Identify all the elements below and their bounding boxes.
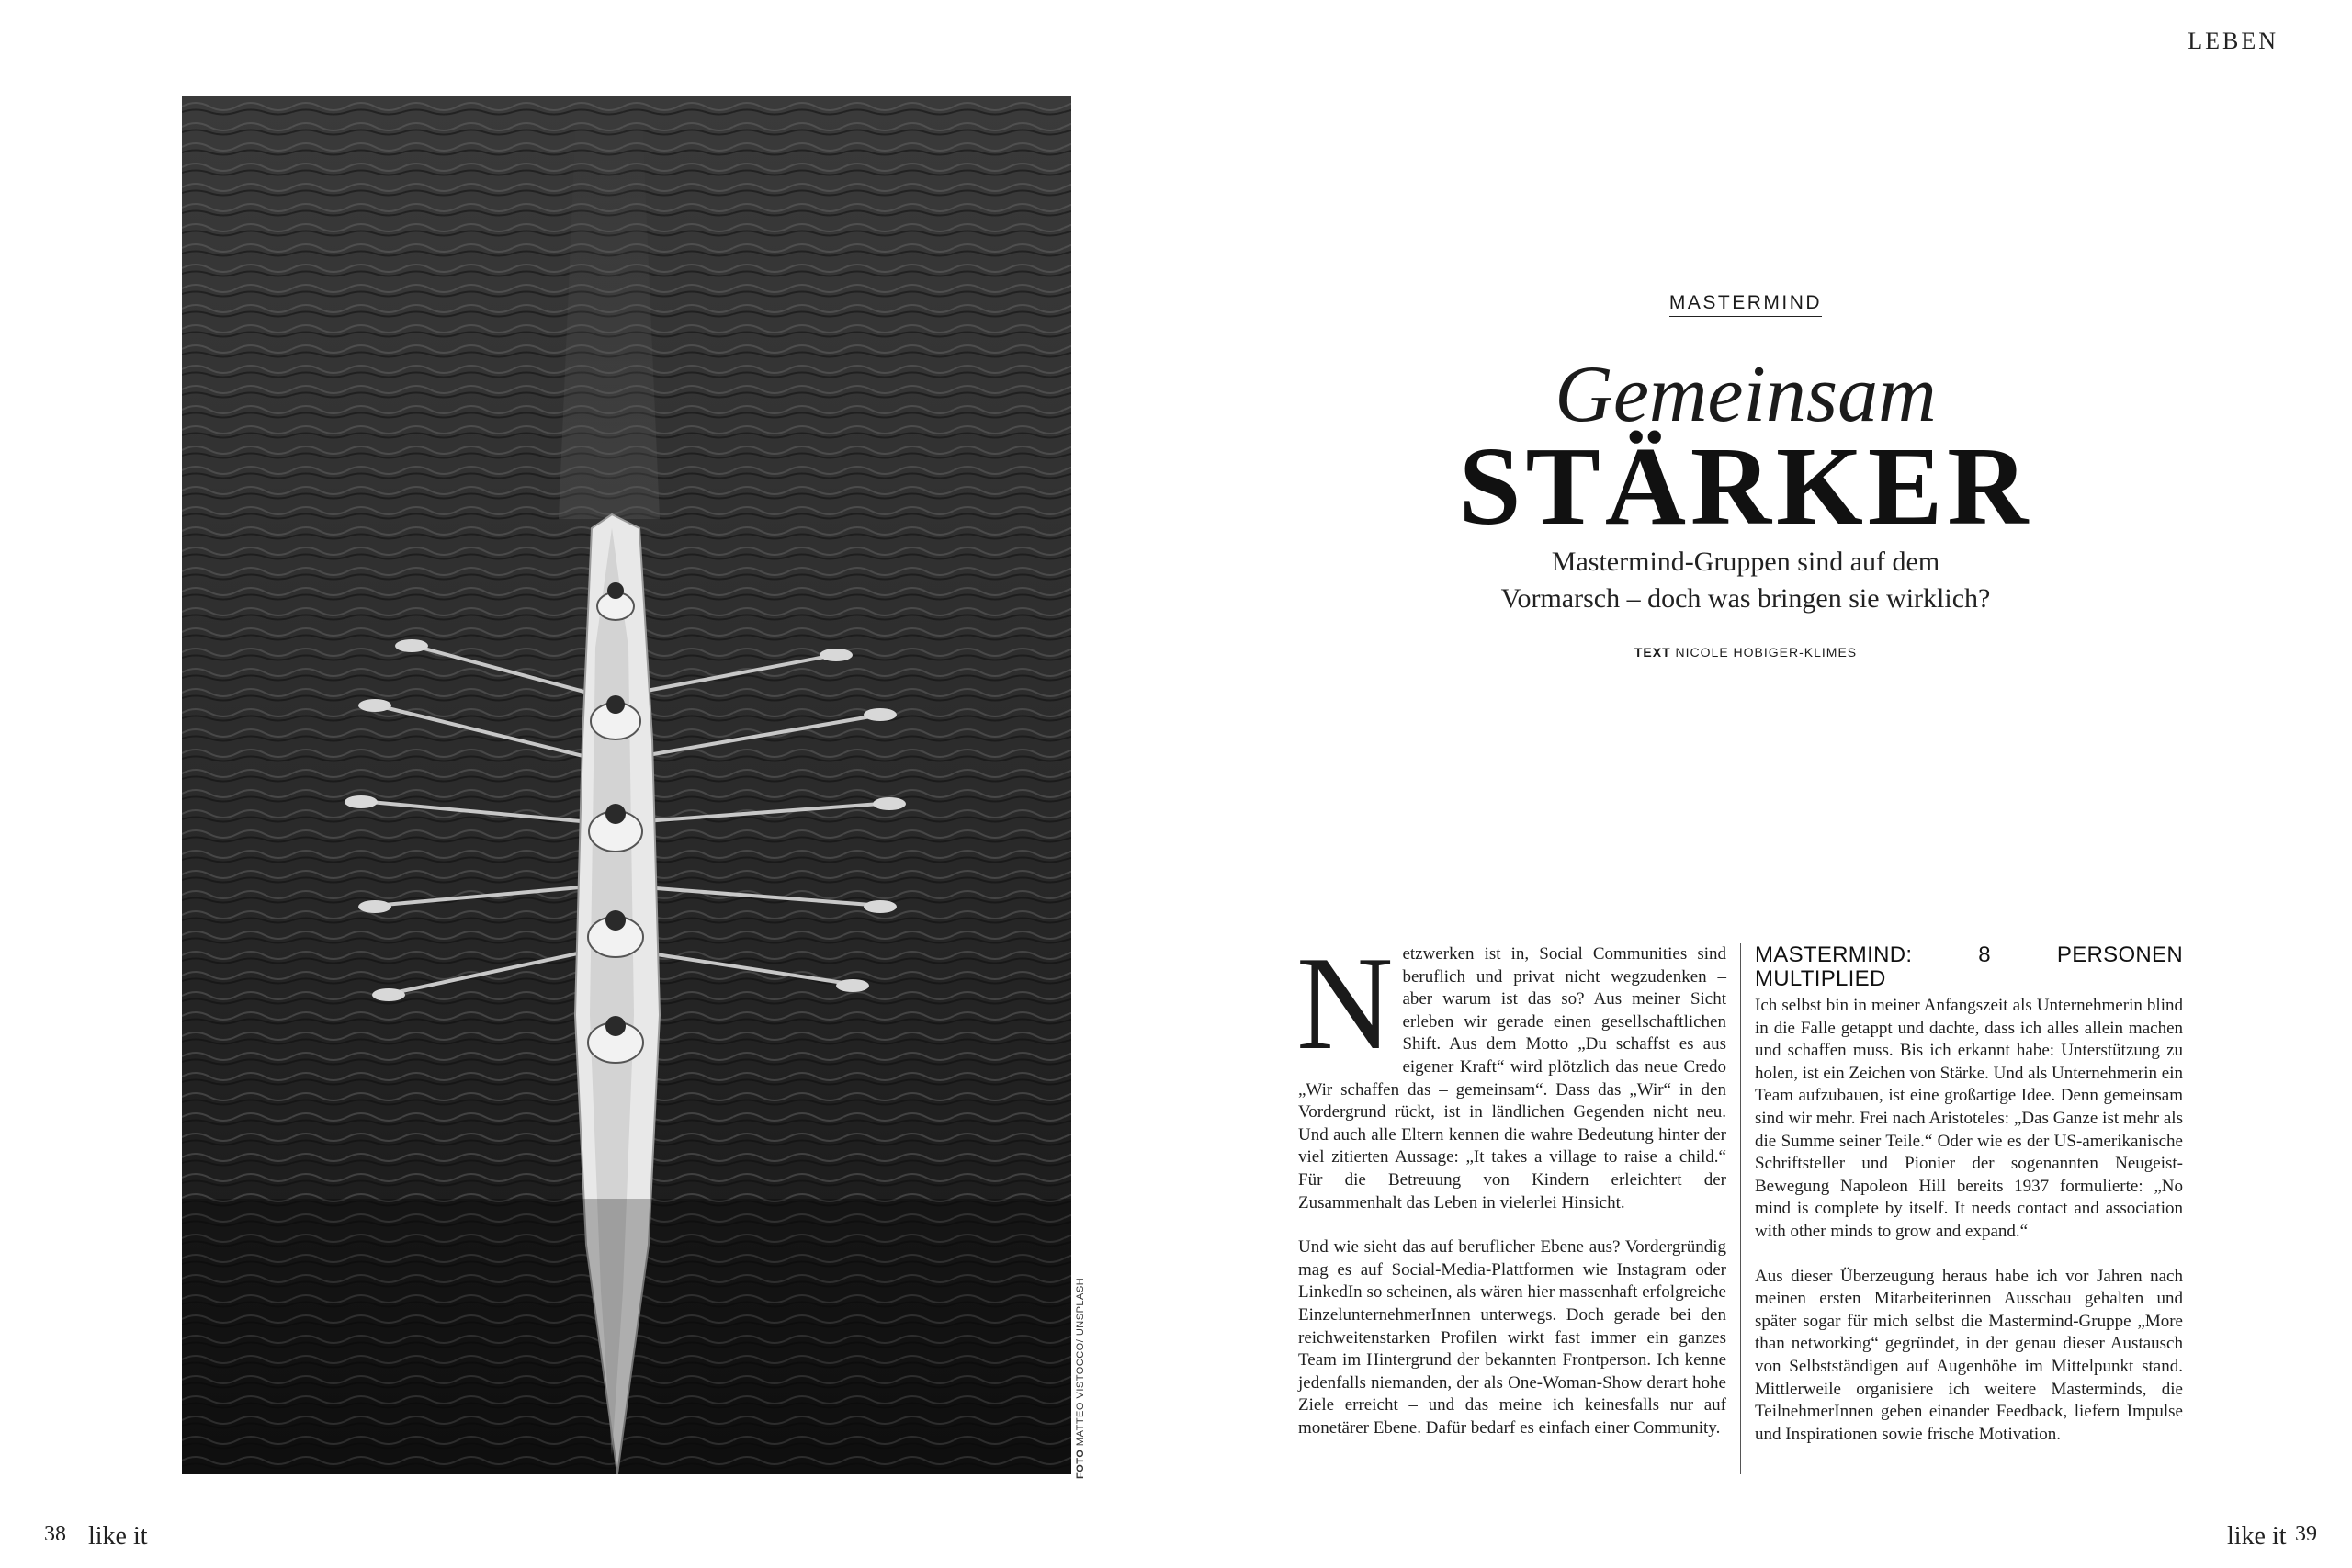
paragraph: Aus dieser Überzeugung heraus habe ich vor Jahren nach meinen ersten Mitarbeiterinnen Ausschau gehalten und später sogar für mich selbst die Mastermind-Gruppe „More than networking“ gegründet, in der genau dieser Austausch von Selbstständigen auf Augenhöhe im Mittelpunkt stand. Mittlerweile organisiere ich weitere Masterminds, die TeilnehmerInnen geben einander Feedback, liefern Impulse und Inspirationen sowie frische Motivation.	[1755, 1266, 2183, 1444]
rowing-boat-illustration	[182, 96, 1071, 1474]
headline-line-2: STÄRKER	[1458, 424, 2033, 548]
article-subtitle	[1424, 544, 2067, 617]
paragraph: Ich selbst bin in meiner Anfangszeit als Unternehmerin blind in die Falle getappt und dachte, dass ich alles allein machen und schaffen muss. Bis ich erkannt habe: Unterstützung zu holen, ist ein Zeichen von Stärke. Und als Unternehmerin ein Team aufzubauen, ist eine großartige Idee. Denn gemeinsam sind wir mehr. Frei nach Aristoteles: „Das Ganze ist mehr als die Summe seiner Teile.“ Oder wie es der US-amerikanische Schriftsteller und Pionier der sogenannten Neugeist-Bewegung Napoleon Hill bereits 1937 formulierte: „No mind is complete by itself. It needs contact and association with other minds to grow and expand.“	[1755, 996, 2183, 1241]
drop-cap: N	[1296, 929, 1394, 1077]
column-heading: MASTERMIND: 8 PERSONEN MULTIPLIED	[1755, 942, 2183, 991]
column-divider	[1740, 943, 1741, 1474]
byline-label: TEXT	[1634, 645, 1671, 660]
page-number-left: 38	[44, 1522, 66, 1546]
subtitle-line-1: Mastermind-Gruppen sind auf dem	[1551, 547, 1940, 577]
subtitle-line-2: Vormarsch – doch was bringen sie wirklich?	[1500, 583, 1991, 614]
rowing-boat-photo	[182, 96, 1071, 1474]
photo-credit-text: MATTEO VISTOCCO/ UNSPLASH	[1075, 1277, 1086, 1447]
photo-credit	[1069, 1277, 1091, 1479]
paragraph: Und wie sieht das auf beruflicher Ebene aus? Vordergründig mag es auf Social-Media-Plattformen wie Instagram oder LinkedIn so scheinen, als wären hier massenhaft erfolgreiche EinzelunternehmerInnen unterwegs. Doch gerade bei den reichweitenstarken Profilen wirkt fast immer ein ganzes Team im Hintergrund der bekannten Frontperson. Ich kenne jedenfalls niemanden, der als One-Woman-Show derart hohe Ziele erreicht – und das meine ich keinesfalls nur auf monetärer Ebene. Dafür bedarf es einfach einer Community.	[1298, 1237, 1726, 1438]
magazine-logo-right: like it	[2227, 1522, 2287, 1551]
photo-credit-label: FOTO	[1075, 1449, 1086, 1479]
headline-line-1: Gemeinsam	[1555, 350, 1937, 439]
article-kicker	[1562, 292, 1929, 314]
article-kicker-text: MASTERMIND	[1669, 292, 1822, 317]
page-number-right: 39	[2295, 1522, 2317, 1546]
paragraph-text: etzwerken ist in, Social Communities sind beruflich und privat nicht wegzudenken – aber warum ist das so? Aus meiner Sicht erleben wir gerade einen gesellschaftlichen Shift. Aus dem Motto „Du schaffst es aus eigener Kraft“ wird plötzlich das neue Credo „Wir schaffen das – gemeinsam“. Dass das „Wir“ in den Vordergrund rückt, ist in ländlichen Gegenden nicht neu. Und auch alle Eltern kennen die wahre Bedeutung hinter der viel zitierten Aussage: „It takes a village to raise a child.“ Für die Betreuung von Kindern erleichtert der Zusammenhalt das Leben in vielerlei Hinsicht.	[1298, 944, 1726, 1213]
body-column-right	[1755, 943, 2183, 1468]
author-byline	[1562, 645, 1929, 660]
body-column-left	[1296, 929, 1726, 1461]
paragraph	[1296, 929, 1726, 1214]
byline-author: NICOLE HOBIGER-KLIMES	[1675, 645, 1858, 660]
magazine-logo-left: like it	[88, 1522, 148, 1551]
section-label: LEBEN	[2188, 28, 2278, 54]
